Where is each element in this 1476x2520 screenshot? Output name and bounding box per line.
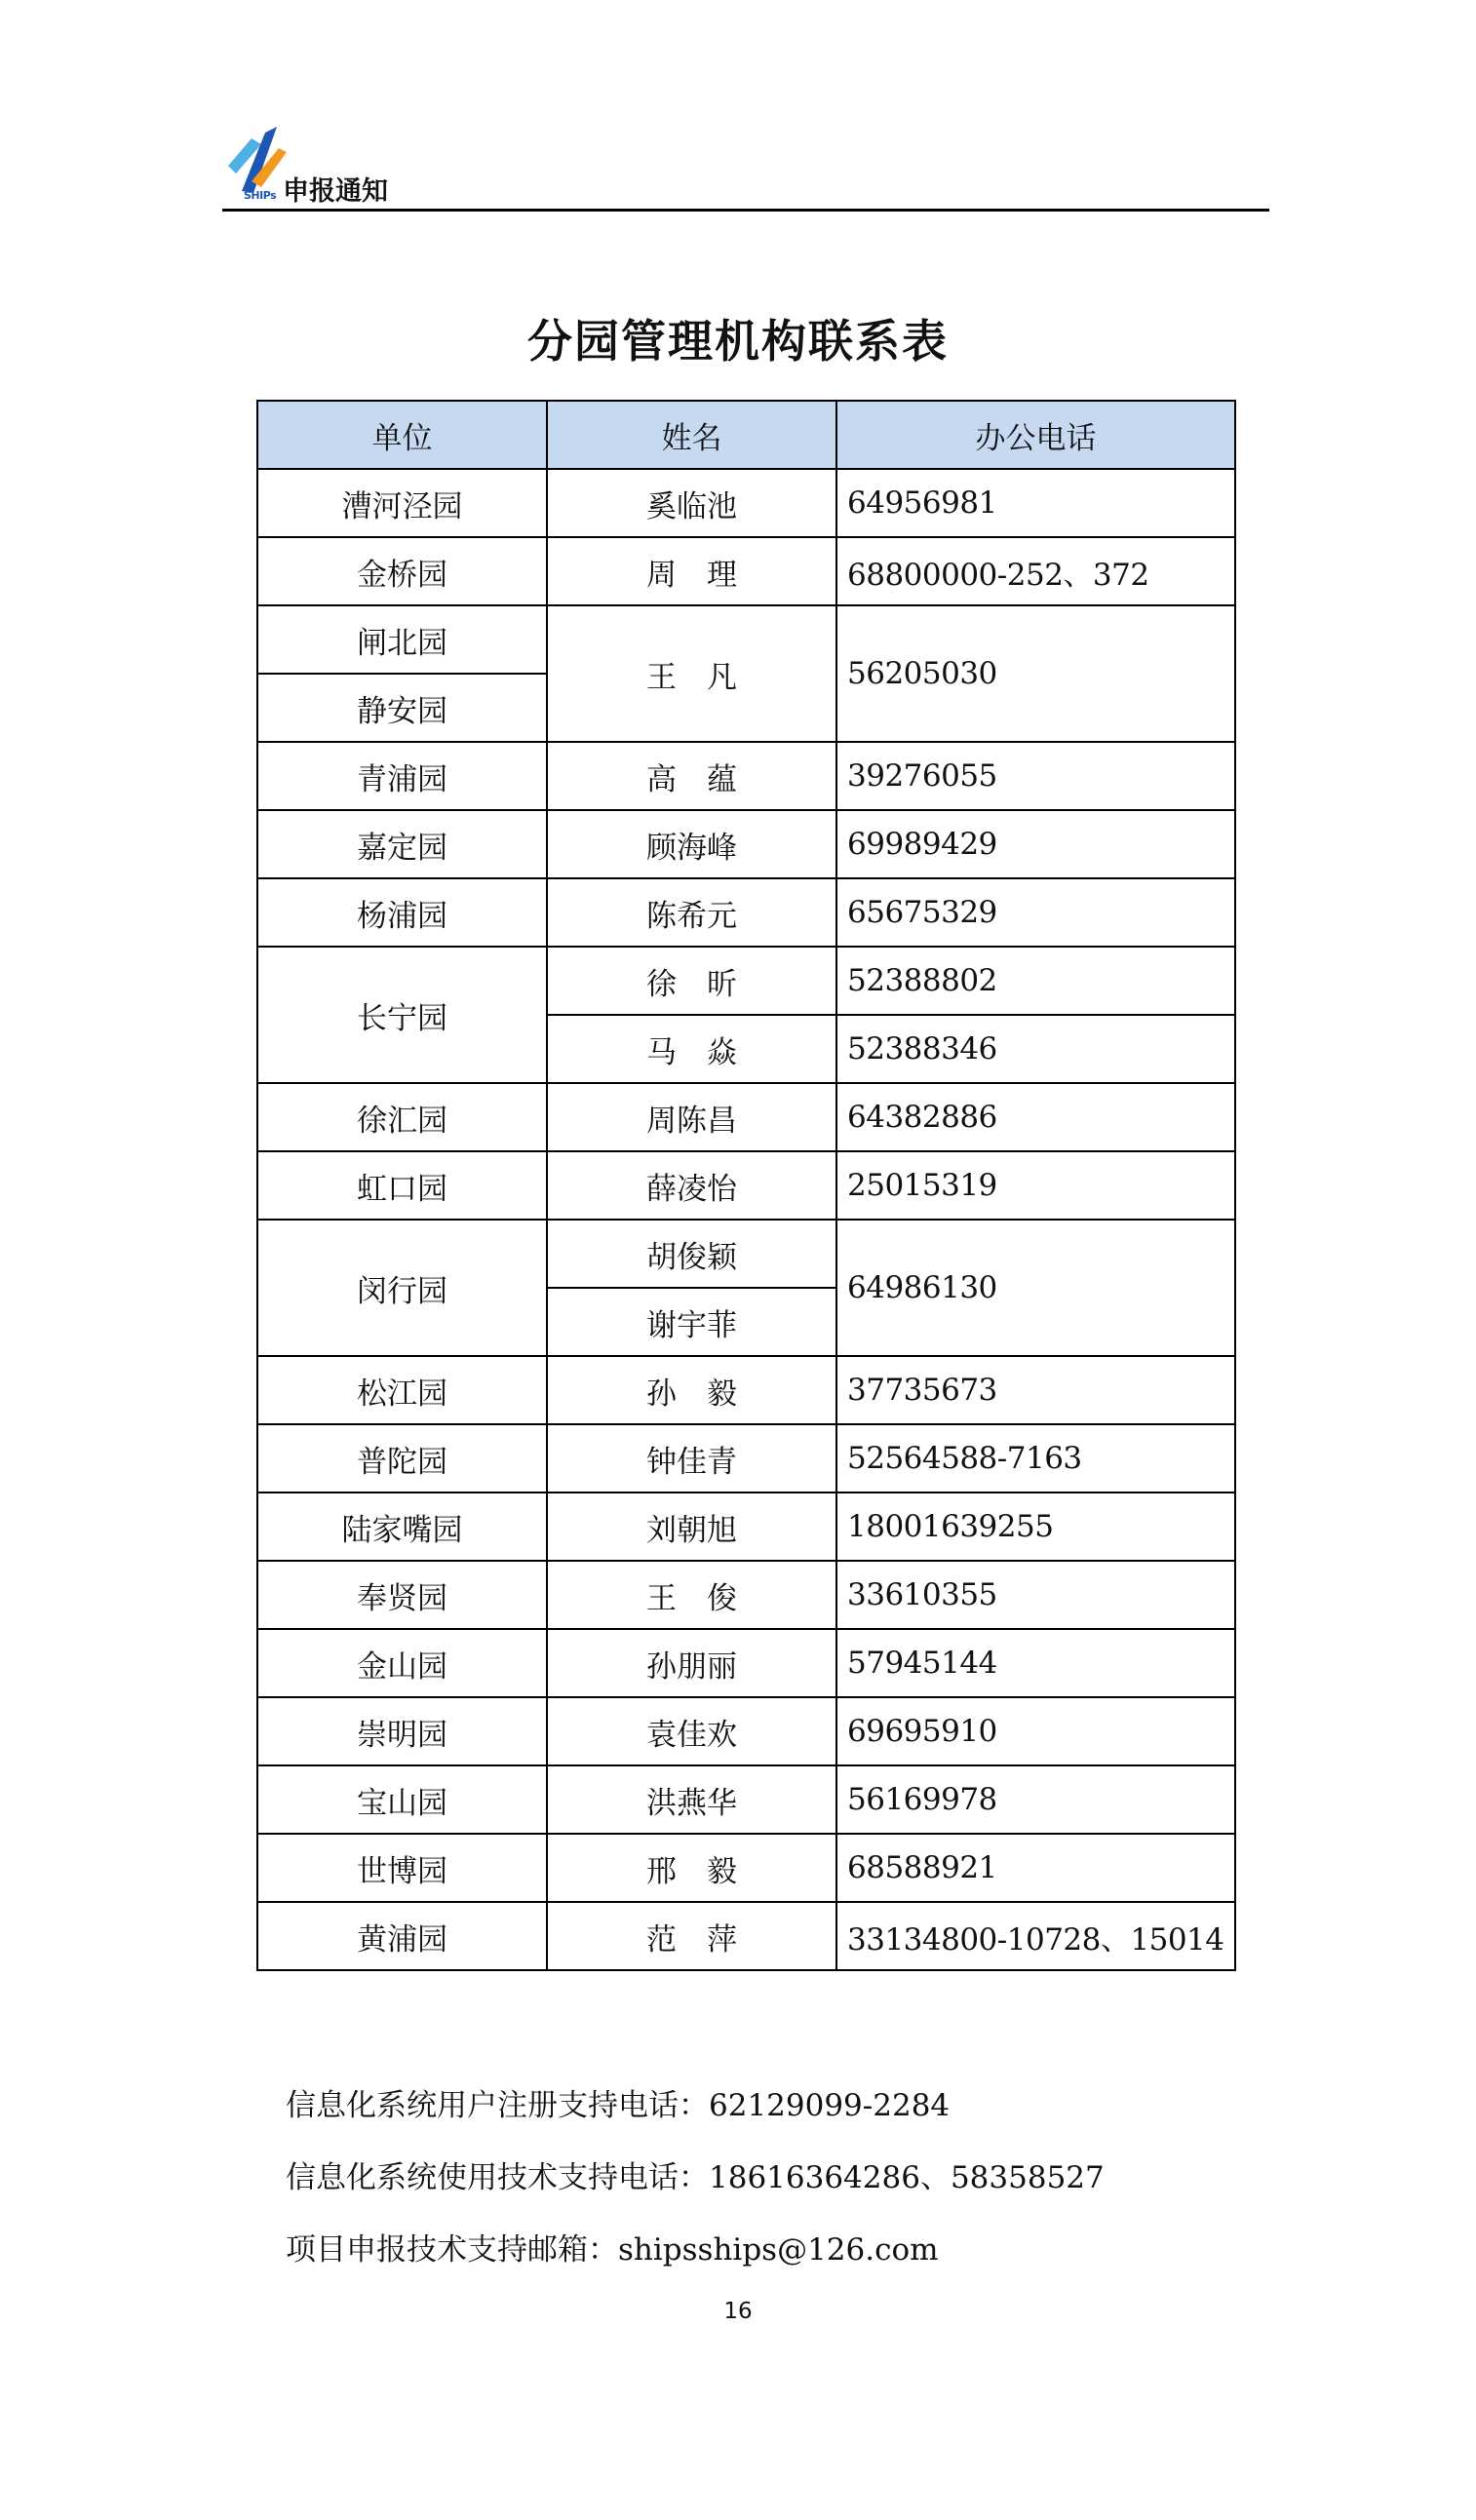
- table-header-row: [257, 401, 1235, 469]
- table-row: [257, 1834, 1235, 1902]
- name-cell: 刘朝旭: [547, 1493, 836, 1561]
- unit-cell: 嘉定园: [257, 810, 547, 878]
- support-notes: [286, 2070, 1105, 2286]
- unit-cell: 陆家嘴园: [257, 1493, 547, 1561]
- table-row: [257, 1561, 1235, 1629]
- phone-cell: 52388346: [836, 1015, 1235, 1083]
- table-row: [257, 1629, 1235, 1697]
- table-row: [257, 1424, 1235, 1493]
- table-row: [257, 1902, 1235, 1970]
- table-row: [257, 1220, 1235, 1288]
- phone-cell: 52564588-7163: [836, 1424, 1235, 1493]
- unit-cell: 金山园: [257, 1629, 547, 1697]
- name-cell: 胡俊颖: [547, 1220, 836, 1288]
- phone-cell: 56169978: [836, 1765, 1235, 1834]
- phone-cell: 39276055: [836, 742, 1235, 810]
- name-cell: 奚临池: [547, 469, 836, 537]
- phone-cell: 69989429: [836, 810, 1235, 878]
- column-header-name: 姓名: [547, 401, 836, 469]
- phone-cell: 37735673: [836, 1356, 1235, 1424]
- name-cell: 孙朋丽: [547, 1629, 836, 1697]
- phone-cell: 33610355: [836, 1561, 1235, 1629]
- header-divider: [222, 209, 1269, 212]
- phone-cell: 64986130: [836, 1220, 1235, 1356]
- unit-cell: 闵行园: [257, 1220, 547, 1356]
- unit-cell: 长宁园: [257, 947, 547, 1083]
- phone-cell: 25015319: [836, 1151, 1235, 1220]
- phone-cell: 69695910: [836, 1697, 1235, 1765]
- phone-cell: 68588921: [836, 1834, 1235, 1902]
- table-row: [257, 1765, 1235, 1834]
- name-cell: 洪燕华: [547, 1765, 836, 1834]
- table-row: [257, 1083, 1235, 1151]
- table-row: [257, 1493, 1235, 1561]
- table-row: [257, 469, 1235, 537]
- unit-cell: 闸北园: [257, 605, 547, 674]
- name-cell: 薛凌怡: [547, 1151, 836, 1220]
- name-cell: 马 焱: [547, 1015, 836, 1083]
- phone-cell: 56205030: [836, 605, 1235, 742]
- unit-cell: 虹口园: [257, 1151, 547, 1220]
- phone-cell: 52388802: [836, 947, 1235, 1015]
- table-row: [257, 537, 1235, 605]
- name-cell: 陈希元: [547, 878, 836, 947]
- name-cell: 孙 毅: [547, 1356, 836, 1424]
- table-row: [257, 1151, 1235, 1220]
- unit-cell: 青浦园: [257, 742, 547, 810]
- phone-cell: 65675329: [836, 878, 1235, 947]
- name-cell: 周陈昌: [547, 1083, 836, 1151]
- name-cell: 范 萍: [547, 1902, 836, 1970]
- name-cell: 高 蕴: [547, 742, 836, 810]
- unit-cell: 徐汇园: [257, 1083, 547, 1151]
- page-header: [222, 117, 1269, 213]
- phone-cell: 57945144: [836, 1629, 1235, 1697]
- name-cell: 王 凡: [547, 605, 836, 742]
- unit-cell: 松江园: [257, 1356, 547, 1424]
- technical-support-note: 信息化系统使用技术支持电话：18616364286、58358527: [286, 2160, 1105, 2195]
- table-row: [257, 878, 1235, 947]
- unit-cell: 杨浦园: [257, 878, 547, 947]
- unit-cell: 崇明园: [257, 1697, 547, 1765]
- page-title: 分园管理机构联系表: [527, 315, 949, 368]
- unit-cell: 奉贤园: [257, 1561, 547, 1629]
- table-row: [257, 742, 1235, 810]
- name-cell: 徐 昕: [547, 947, 836, 1015]
- name-cell: 王 俊: [547, 1561, 836, 1629]
- unit-cell: 漕河泾园: [257, 469, 547, 537]
- table-row: [257, 810, 1235, 878]
- unit-cell: 普陀园: [257, 1424, 547, 1493]
- phone-cell: 64956981: [836, 469, 1235, 537]
- name-cell: 袁佳欢: [547, 1697, 836, 1765]
- unit-cell: 宝山园: [257, 1765, 547, 1834]
- column-header-unit: 单位: [257, 401, 547, 469]
- unit-cell: 黄浦园: [257, 1902, 547, 1970]
- page-number: 16: [723, 2299, 753, 2324]
- phone-cell: 18001639255: [836, 1493, 1235, 1561]
- column-header-phone: 办公电话: [836, 401, 1235, 469]
- unit-cell: 静安园: [257, 674, 547, 742]
- email-support-note: 项目申报技术支持邮箱：shipsships@126.com: [286, 2232, 939, 2268]
- phone-cell: 68800000-252、372: [836, 537, 1235, 605]
- unit-cell: 金桥园: [257, 537, 547, 605]
- name-cell: 顾海峰: [547, 810, 836, 878]
- phone-cell: 64382886: [836, 1083, 1235, 1151]
- header-title: 申报通知: [283, 176, 388, 207]
- unit-cell: 世博园: [257, 1834, 547, 1902]
- table-row: [257, 947, 1235, 1015]
- registration-support-note: 信息化系统用户注册支持电话：62129099-2284: [286, 2088, 951, 2123]
- name-cell: 周 理: [547, 537, 836, 605]
- table-row: [257, 1356, 1235, 1424]
- name-cell: 邢 毅: [547, 1834, 836, 1902]
- phone-cell: 33134800-10728、15014: [836, 1902, 1235, 1970]
- contacts-table: [256, 400, 1236, 1971]
- logo-text: SHIPs: [244, 189, 277, 202]
- name-cell: 谢宇菲: [547, 1288, 836, 1356]
- name-cell: 钟佳青: [547, 1424, 836, 1493]
- table-row: [257, 1697, 1235, 1765]
- table-row: [257, 605, 1235, 674]
